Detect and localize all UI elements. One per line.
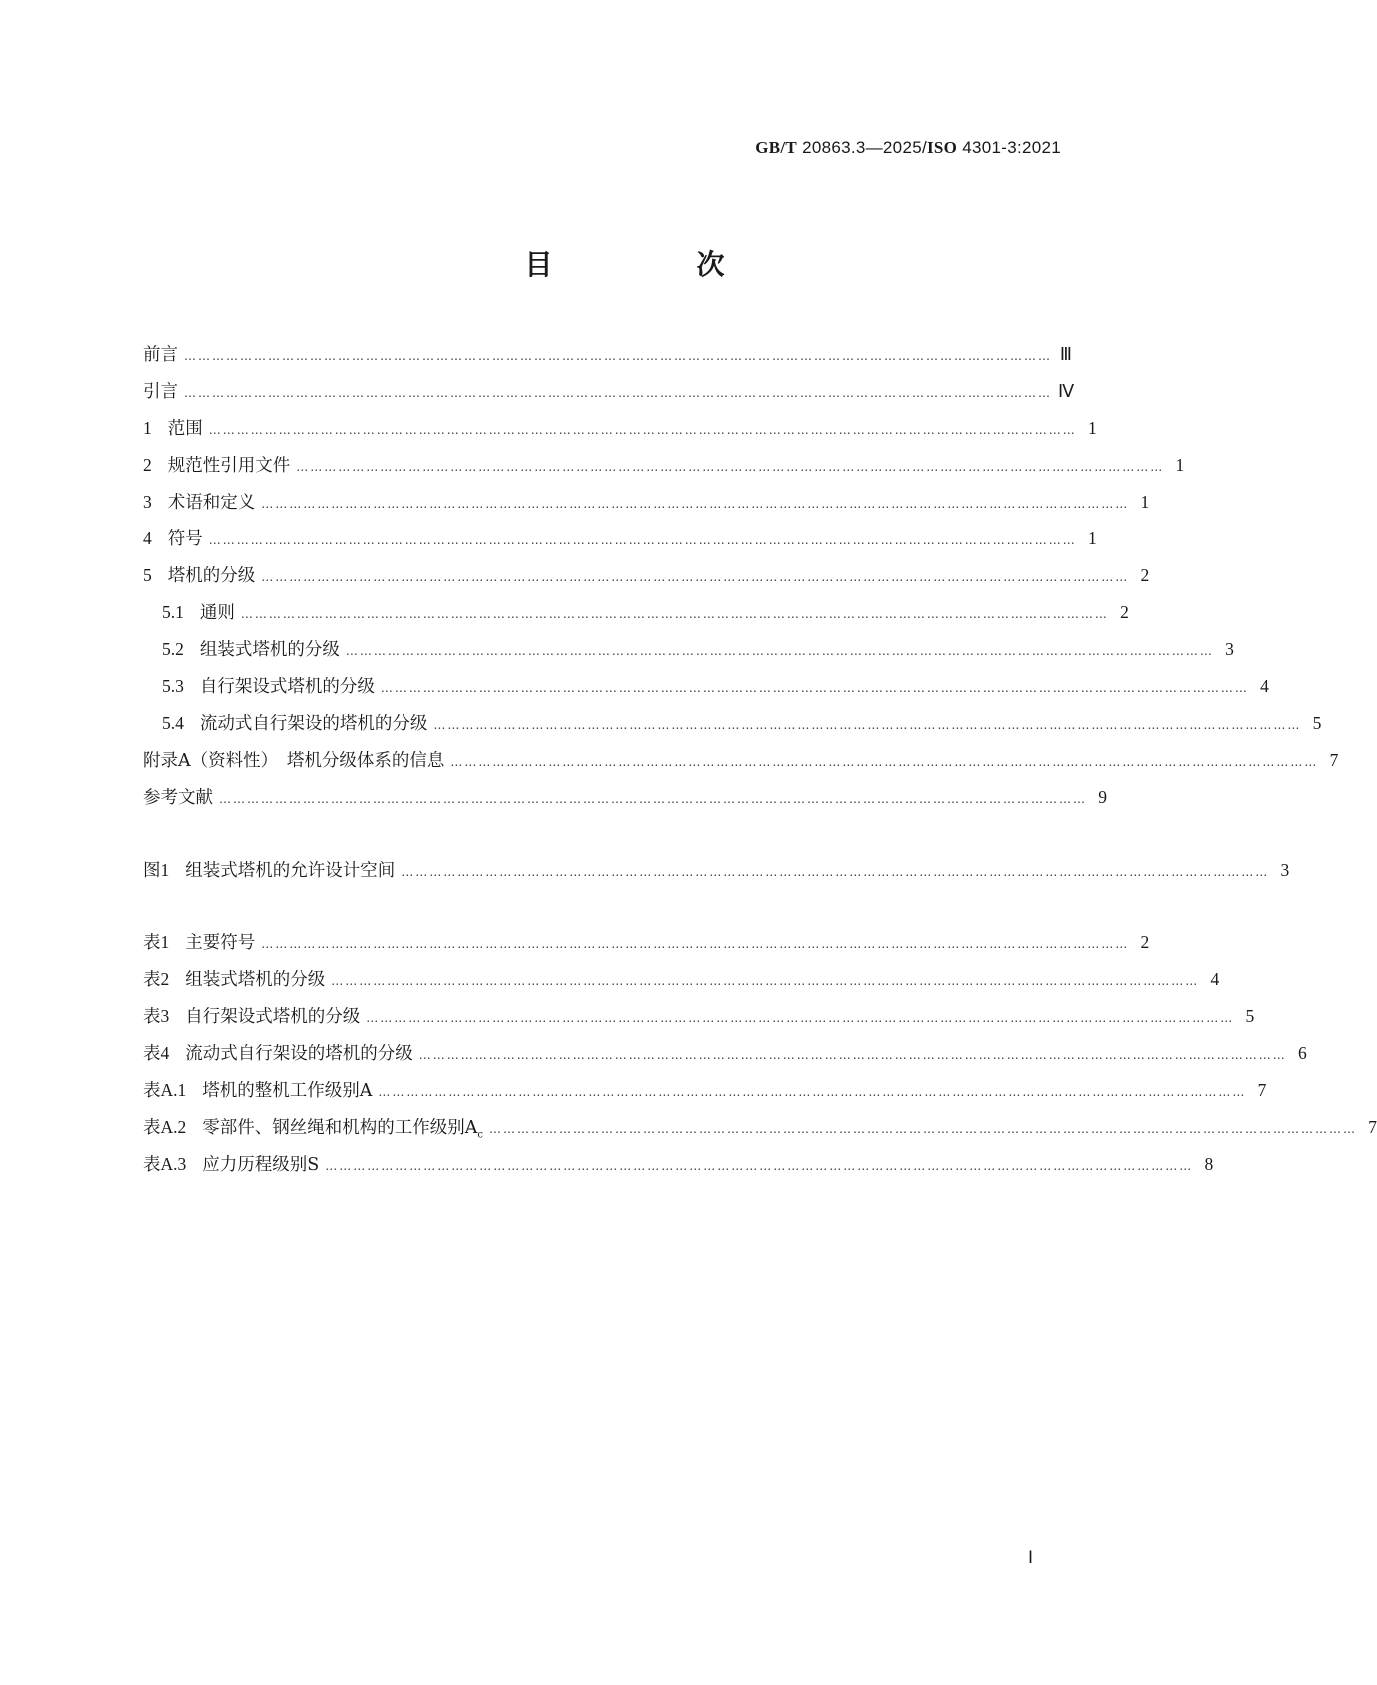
toc-page: 1: [1088, 417, 1097, 438]
toc-label: 应力历程级别S: [202, 1154, 320, 1175]
toc-label: 塔机的整机工作级别A: [202, 1081, 373, 1102]
leader-dots: ……………………………………………………………………………………………………………………………………………………………………: [450, 754, 1319, 769]
toc-table-2[interactable]: [143, 961, 1220, 998]
leader-dots: ……………………………………………………………………………………………………………………………………………………………………: [418, 1048, 1287, 1063]
toc-label: 引言: [143, 381, 178, 402]
toc-label: 组装式塔机的允许设计空间: [185, 860, 396, 881]
toc-entry-classification[interactable]: [143, 557, 1150, 594]
toc-entry-5-4[interactable]: [143, 705, 1322, 742]
std-rest: 20863.3—2025/: [802, 138, 927, 157]
leader-dots: ……………………………………………………………………………………………………………………………………………………………………: [433, 717, 1302, 732]
toc-num: 表4: [143, 1043, 170, 1064]
table-of-contents: [143, 336, 1377, 1183]
toc-page: 2: [1140, 932, 1150, 953]
toc-num: 图1: [143, 859, 170, 880]
leader-dots: ……………………………………………………………………………………………………………………………………………………………………: [184, 385, 1052, 400]
page-title: 目 次: [524, 248, 783, 281]
toc-label: 术语和定义: [167, 492, 256, 513]
toc-table-a3[interactable]: [143, 1146, 1214, 1183]
toc-num: 5.2: [162, 639, 184, 660]
toc-entry-normative-references[interactable]: [143, 447, 1185, 484]
toc-entry-5-2[interactable]: [143, 631, 1234, 668]
leader-dots: ……………………………………………………………………………………………………………………………………………………………………: [489, 1121, 1358, 1136]
toc-entry-introduction[interactable]: [143, 373, 1075, 410]
toc-page: 6: [1298, 1043, 1307, 1064]
toc-label: 组装式塔机的分级: [185, 970, 326, 991]
toc-page: Ⅳ: [1058, 380, 1075, 401]
toc-entry-terms[interactable]: [143, 484, 1150, 521]
toc-label: 范围: [167, 418, 203, 439]
toc-num: 表3: [143, 1006, 170, 1027]
leader-dots: ……………………………………………………………………………………………………………………………………………………………………: [208, 422, 1077, 437]
toc-entry-bibliography[interactable]: [143, 779, 1107, 816]
toc-label: 符号: [167, 529, 203, 550]
leader-dots: ……………………………………………………………………………………………………………………………………………………………………: [219, 791, 1087, 806]
page-number: Ⅰ: [1028, 1548, 1034, 1567]
toc-table-3[interactable]: [143, 998, 1255, 1035]
toc-page: 1: [1088, 528, 1097, 549]
toc-num: 表A.3: [143, 1153, 187, 1174]
iso-prefix: ISO: [926, 138, 958, 157]
leader-dots: ……………………………………………………………………………………………………………………………………………………………………: [380, 681, 1249, 696]
toc-label: 塔机的分级: [167, 566, 256, 587]
toc-table-a1[interactable]: [143, 1072, 1267, 1109]
toc-num: 4: [143, 528, 152, 549]
toc-page: Ⅲ: [1059, 344, 1072, 364]
toc-label: 零部件、钢丝绳和机构的工作级别A: [202, 1117, 478, 1138]
toc-page: 7: [1368, 1116, 1377, 1137]
toc-num: 表A.2: [143, 1116, 187, 1137]
toc-label: 通则: [199, 603, 235, 624]
std-prefix: GB/T: [755, 138, 798, 157]
leader-dots: ……………………………………………………………………………………………………………………………………………………………………: [345, 644, 1214, 659]
leader-dots: ……………………………………………………………………………………………………………………………………………………………………: [401, 864, 1270, 879]
toc-num: 2: [143, 454, 152, 475]
toc-entry-5-3[interactable]: [143, 668, 1269, 705]
toc-table-4[interactable]: [143, 1035, 1307, 1072]
toc-label: 参考文献: [143, 787, 213, 808]
leader-dots: ……………………………………………………………………………………………………………………………………………………………………: [378, 1085, 1247, 1100]
toc-label: 规范性引用文件: [167, 455, 291, 476]
leader-dots: ……………………………………………………………………………………………………………………………………………………………………: [240, 607, 1109, 622]
toc-num: 表A.1: [143, 1080, 187, 1101]
toc-page: 8: [1204, 1153, 1214, 1174]
subscript: c: [477, 1129, 484, 1141]
leader-dots: ……………………………………………………………………………………………………………………………………………………………………: [261, 570, 1130, 585]
toc-num: 表1: [143, 932, 170, 953]
toc-num: 3: [143, 491, 152, 512]
toc-page: 4: [1260, 676, 1269, 697]
leader-dots: ……………………………………………………………………………………………………………………………………………………………………: [325, 1158, 1194, 1173]
toc-page: 7: [1329, 749, 1339, 770]
toc-entry-5-1[interactable]: [143, 594, 1129, 631]
leader-dots: ……………………………………………………………………………………………………………………………………………………………………: [331, 974, 1200, 989]
toc-page: 1: [1140, 491, 1150, 512]
toc-num: 5.4: [162, 712, 184, 733]
toc-num: 1: [143, 417, 152, 438]
standard-code: [755, 138, 1061, 158]
toc-label: 流动式自行架设的塔机的分级: [185, 1044, 413, 1065]
leader-dots: ……………………………………………………………………………………………………………………………………………………………………: [208, 533, 1077, 548]
toc-page: 5: [1312, 712, 1322, 733]
leader-dots: ……………………………………………………………………………………………………………………………………………………………………: [296, 459, 1165, 474]
toc-page: 3: [1280, 859, 1290, 880]
toc-entry-annex-a[interactable]: [143, 742, 1339, 779]
leader-dots: ……………………………………………………………………………………………………………………………………………………………………: [261, 937, 1130, 952]
leader-dots: ……………………………………………………………………………………………………………………………………………………………………: [366, 1011, 1235, 1026]
toc-num: 5: [143, 565, 152, 586]
toc-entry-foreword[interactable]: [143, 336, 1072, 373]
toc-table-1[interactable]: [143, 924, 1150, 961]
toc-num: 5.3: [162, 676, 184, 697]
iso-rest: 4301-3:2021: [962, 138, 1061, 157]
toc-label: 主要符号: [185, 933, 256, 954]
toc-label: 自行架设式塔机的分级: [185, 1007, 361, 1028]
leader-dots: ……………………………………………………………………………………………………………………………………………………………………: [261, 496, 1130, 511]
toc-page: 5: [1245, 1006, 1255, 1027]
toc-entry-symbols[interactable]: [143, 520, 1097, 557]
toc-page: 3: [1225, 639, 1234, 660]
toc-page: 7: [1257, 1080, 1267, 1101]
toc-label: 组装式塔机的分级: [199, 640, 340, 661]
toc-figure-1[interactable]: [143, 852, 1290, 889]
toc-entry-scope[interactable]: [143, 410, 1097, 447]
toc-label: 附录A（资料性） 塔机分级体系的信息: [143, 750, 445, 771]
toc-label: 前言: [143, 345, 178, 365]
toc-page: 2: [1120, 602, 1129, 623]
toc-table-a2[interactable]: [143, 1109, 1377, 1146]
toc-num: 5.1: [162, 602, 184, 623]
toc-label: 自行架设式塔机的分级: [199, 677, 375, 698]
toc-page: 2: [1140, 565, 1150, 586]
toc-page: 1: [1175, 454, 1185, 475]
leader-dots: ……………………………………………………………………………………………………………………………………………………………………: [184, 349, 1052, 363]
toc-page: 4: [1210, 969, 1220, 990]
toc-num: 表2: [143, 969, 170, 990]
toc-page: 9: [1098, 786, 1107, 807]
toc-label: 流动式自行架设的塔机的分级: [199, 713, 428, 734]
